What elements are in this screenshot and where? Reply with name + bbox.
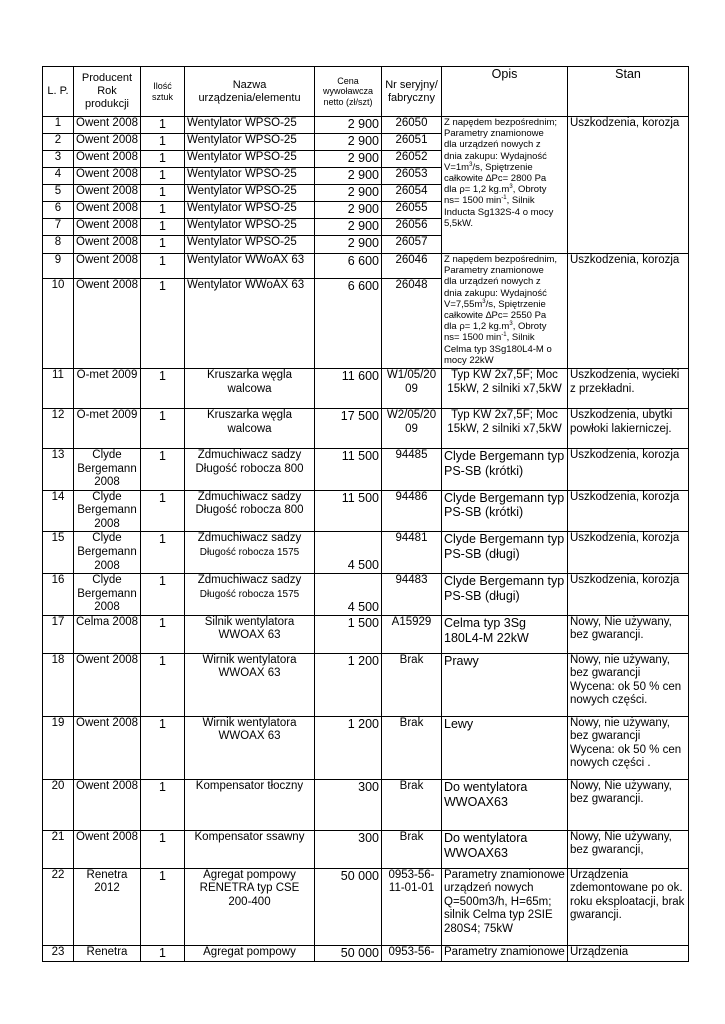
cell-producent: Owent 2008 [74,134,141,151]
opis-line: 5,5kW. [444,217,474,229]
cell-cena: 2 900 [315,236,382,254]
opis-line: Celma typ 3Sg180L4-M o [444,343,552,355]
cell-stan: Uszkodzenia, korozja [568,574,689,616]
cell-lp: 6 [43,202,74,219]
cell-opis-group-a [442,117,568,254]
cell-producent: Clyde Bergemann 2008 [74,532,141,574]
header-row [43,67,689,117]
header-stan: Stan [568,67,689,117]
cell-lp: 13 [43,449,74,491]
cell-cena: 1 200 [315,653,382,716]
cell-opis-group-b [442,254,568,369]
nazwa-line: Zdmuchiwacz sadzy [197,449,302,461]
cell-ilosc: 1 [141,279,185,369]
cell-opis: Typ KW 2x7,5F; Moc 15kW, 2 silniki x7,5kW [442,369,568,409]
cell-opis: Parametry znamionowe urządzeń nowych Q=500m3/h, H=65m; silnik Celma typ 2SIE 280S4; 75kW [442,868,568,945]
header-nazwa: Nazwa urządzenia/elementu [185,67,315,117]
opis-line: , Silnik [506,332,535,344]
cell-nr: 26051 [382,134,442,151]
cell-producent: Celma 2008 [74,615,141,653]
nazwa-detail: Długość robocza 800 [195,462,304,475]
cell-producent: O-met 2009 [74,409,141,449]
opis-line: dnia zakupu: Wydajność [444,287,547,299]
cell-lp: 14 [43,490,74,532]
cell-cena: 2 900 [315,168,382,185]
opis-line: Inducta Sg132S-4 o mocy [444,206,554,218]
cell-ilosc: 1 [141,615,185,653]
cell-nr: Brak [382,653,442,716]
cell-lp: 10 [43,279,74,369]
nazwa-detail: Długość robocza 1575 [199,588,300,600]
opis-line: , Obroty [512,184,547,196]
table-row [43,779,689,830]
cell-nazwa: Kompensator tłoczny [185,779,315,830]
cell-lp: 9 [43,254,74,279]
cell-cena: 6 600 [315,254,382,279]
cell-cena: 50 000 [315,868,382,945]
cell-opis: Prawy [442,653,568,716]
cell-nazwa: Wentylator WPSO-25 [185,219,315,236]
opis-line: V=7,55m [444,298,483,310]
header-lp: L. P. [43,67,74,117]
cell-ilosc: 1 [141,134,185,151]
opis-line: dla urządzeń nowych z [444,276,541,288]
opis-sup: 3 [482,298,486,305]
table-row [43,653,689,716]
cell-lp: 19 [43,716,74,779]
cell-ilosc: 1 [141,409,185,449]
cell-opis: Lewy [442,716,568,779]
cell-nr: 26046 [382,254,442,279]
cell-nazwa: Wentylator WPSO-25 [185,117,315,134]
opis-line: całkowite ∆Pc= 2800 Pa [444,173,547,185]
opis-line: ns= 1500 min [444,332,502,344]
opis-line: dnia zakupu: Wydajność [444,150,547,162]
opis-line: ns= 1500 min [444,195,502,207]
equipment-table [42,66,689,962]
cell-lp: 2 [43,134,74,151]
cell-nr: 26053 [382,168,442,185]
cell-ilosc: 1 [141,117,185,134]
cell-ilosc: 1 [141,574,185,616]
cell-nr: 94486 [382,490,442,532]
opis-line: mocy 22kW [444,354,494,366]
cell-nazwa: Wirnik wentylatora WWOAX 63 [185,716,315,779]
cell-opis: Do wentylatora WWOAX63 [442,779,568,830]
cell-ilosc: 1 [141,254,185,279]
cell-cena: 50 000 [315,945,382,961]
cell-lp: 5 [43,185,74,202]
cell-nr: Brak [382,716,442,779]
nazwa-line: Zdmuchiwacz sadzy [197,574,302,587]
cell-stan-group-a: Uszkodzenia, korozja [568,117,689,254]
cell-lp: 1 [43,117,74,134]
cell-producent: Owent 2008 [74,219,141,236]
cell-producent: Renetra [74,945,141,961]
nazwa-line: Zdmuchiwacz sadzy [197,490,302,503]
cell-producent: Owent 2008 [74,185,141,202]
cell-nr: Brak [382,779,442,830]
cell-ilosc: 1 [141,779,185,830]
opis-line: /s, Spiętrzenie [485,298,546,310]
cell-stan: Nowy, nie używany, bez gwarancji Wycena: ok 50 % cen nowych części. [568,653,689,716]
cell-producent: Owent 2008 [74,653,141,716]
cell-lp: 3 [43,151,74,168]
cell-cena: 4 500 [315,532,382,574]
cell-cena: 300 [315,779,382,830]
cell-nazwa [185,490,315,532]
cell-producent: Owent 2008 [74,254,141,279]
cell-opis: Clyde Bergemann typ PS-SB (długi) [442,532,568,574]
cell-stan: Uszkodzenia, wycieki z przekładni. [568,369,689,409]
cell-ilosc: 1 [141,185,185,202]
cell-nr: 94485 [382,449,442,491]
cell-cena: 11 500 [315,490,382,532]
cell-nazwa: Kruszarka węgla walcowa [185,409,315,449]
opis-sup: 3 [509,184,513,191]
cell-stan: Nowy, nie używany, bez gwarancji Wycena: ok 50 % cen nowych części . [568,716,689,779]
cell-nazwa: Wentylator WPSO-25 [185,185,315,202]
cell-ilosc: 1 [141,868,185,945]
opis-line: Z napędem bezpośrednim; [444,117,558,128]
cell-stan: Uszkodzenia, korozja [568,449,689,491]
cell-nr: 94481 [382,532,442,574]
opis-line: całkowite ∆Pc= 2550 Pa [444,310,547,322]
opis-line: Parametry znamionowe [444,265,544,277]
cell-nazwa: Silnik wentylatora WWOAX 63 [185,615,315,653]
opis-sup: -1 [501,332,507,339]
cell-nazwa: Agregat pompowy RENETRA typ CSE 200-400 [185,868,315,945]
cell-producent: Owent 2008 [74,202,141,219]
opis-line: dla ρ= 1,2 kg.m [444,321,510,333]
cell-nr: 26048 [382,279,442,369]
cell-cena: 2 900 [315,151,382,168]
cell-cena: 11 500 [315,449,382,491]
cell-lp: 17 [43,615,74,653]
cell-producent: Owent 2008 [74,117,141,134]
table-row [43,369,689,409]
cell-lp: 15 [43,532,74,574]
cell-cena: 1 500 [315,615,382,653]
cell-opis: Celma typ 3Sg 180L4-M 22kW [442,615,568,653]
cell-stan: Uszkodzenia, korozja [568,532,689,574]
cell-opis: Clyde Bergemann typ PS-SB (krótki) [442,449,568,491]
opis-line: Z napędem bezpośrednim, [444,254,558,265]
opis-sup: -1 [501,195,507,202]
cell-producent: Owent 2008 [74,716,141,779]
opis-line: dla ρ= 1,2 kg.m [444,184,510,196]
table-row [43,409,689,449]
cell-nazwa: Wentylator WPSO-25 [185,134,315,151]
cell-lp: 11 [43,369,74,409]
cell-cena: 2 900 [315,219,382,236]
table-row [43,716,689,779]
cell-nr: 26056 [382,219,442,236]
cell-cena: 6 600 [315,279,382,369]
cell-ilosc: 1 [141,219,185,236]
cell-stan-group-b: Uszkodzenia, korozja [568,254,689,369]
cell-stan: Nowy, Nie używany, bez gwarancji, [568,830,689,868]
cell-nazwa: Wentylator WWoAX 63 [185,254,315,279]
cell-opis: Clyde Bergemann typ PS-SB (długi) [442,574,568,616]
cell-nr: 0953-56- 11-01-01 [382,868,442,945]
opis-sup: 3 [469,161,473,168]
cell-producent: Clyde Bergemann 2008 [74,490,141,532]
table-row [43,449,689,491]
cell-opis: Do wentylatora WWOAX63 [442,830,568,868]
cell-ilosc: 1 [141,151,185,168]
cell-lp: 21 [43,830,74,868]
cell-opis: Clyde Bergemann typ PS-SB (krótki) [442,490,568,532]
nazwa-detail: Długość robocza 800 [195,504,304,517]
nazwa-line: Zdmuchiwacz sadzy [197,532,302,545]
cell-producent: O-met 2009 [74,369,141,409]
table-row [43,490,689,532]
cell-nr: W2/05/20 09 [382,409,442,449]
cell-lp: 16 [43,574,74,616]
cell-nazwa: Wentylator WWoAX 63 [185,279,315,369]
header-cena: Cena wywoławcza netto (zł/szt) [315,67,382,117]
cell-cena: 2 900 [315,117,382,134]
table-row [43,117,689,134]
cell-nr: A15929 [382,615,442,653]
cell-lp: 12 [43,409,74,449]
cell-nr: 0953-56- [382,945,442,961]
cell-producent: Owent 2008 [74,168,141,185]
cell-producent: Owent 2008 [74,279,141,369]
cell-producent: Renetra 2012 [74,868,141,945]
cell-producent: Owent 2008 [74,151,141,168]
cell-ilosc: 1 [141,830,185,868]
table-row [43,574,689,616]
cell-nr: Brak [382,830,442,868]
cell-nazwa: Kruszarka węgla walcowa [185,369,315,409]
header-nr: Nr seryjny/ fabryczny [382,67,442,117]
opis-line: dla urządzeń nowych z [444,139,541,151]
opis-line: /s, Spiętrzenie [472,161,533,173]
cell-nazwa: Agregat pompowy [185,945,315,961]
cell-nazwa [185,449,315,491]
table-row [43,254,689,279]
cell-cena: 4 500 [315,574,382,616]
cell-ilosc: 1 [141,490,185,532]
cell-nazwa: Wirnik wentylatora WWOAX 63 [185,653,315,716]
cell-lp: 7 [43,219,74,236]
header-opis: Opis [442,67,568,117]
cell-ilosc: 1 [141,236,185,254]
cell-ilosc: 1 [141,202,185,219]
cell-producent: Clyde Bergemann 2008 [74,449,141,491]
cell-nr: 26050 [382,117,442,134]
cell-ilosc: 1 [141,716,185,779]
cell-cena: 17 500 [315,409,382,449]
cell-ilosc: 1 [141,653,185,716]
cell-stan: Urządzenia [568,945,689,961]
cell-nazwa [185,574,315,616]
cell-nazwa: Wentylator WPSO-25 [185,236,315,254]
cell-producent: Clyde Bergemann 2008 [74,574,141,616]
cell-nazwa: Kompensator ssawny [185,830,315,868]
cell-nazwa: Wentylator WPSO-25 [185,168,315,185]
cell-ilosc: 1 [141,369,185,409]
cell-stan: Uszkodzenia, ubytki powłoki lakierniczej. [568,409,689,449]
cell-ilosc: 1 [141,532,185,574]
cell-producent: Owent 2008 [74,779,141,830]
cell-opis: Typ KW 2x7,5F; Moc 15kW, 2 silniki x7,5kW [442,409,568,449]
cell-cena: 2 900 [315,202,382,219]
cell-producent: Owent 2008 [74,236,141,254]
header-producent: Producent Rok produkcji [74,67,141,117]
cell-nazwa: Wentylator WPSO-25 [185,151,315,168]
cell-nazwa [185,532,315,574]
cell-cena: 2 900 [315,185,382,202]
cell-producent: Owent 2008 [74,830,141,868]
cell-stan: Urządzenia zdemontowane po ok. roku eksploatacji, brak gwarancji. [568,868,689,945]
cell-nazwa: Wentylator WPSO-25 [185,202,315,219]
cell-opis: Parametry znamionowe [442,945,568,961]
cell-lp: 18 [43,653,74,716]
cell-cena: 2 900 [315,134,382,151]
nazwa-detail: Długość robocza 1575 [199,546,300,558]
table-row [43,830,689,868]
cell-lp: 4 [43,168,74,185]
cell-nr: 94483 [382,574,442,616]
cell-ilosc: 1 [141,168,185,185]
opis-line: Parametry znamionowe [444,128,544,140]
opis-line: V=1m [444,161,470,173]
cell-lp: 20 [43,779,74,830]
header-ilosc: Ilość sztuk [141,67,185,117]
cell-nr: W1/05/20 09 [382,369,442,409]
cell-stan: Nowy, Nie używany, bez gwarancji. [568,615,689,653]
cell-nr: 26055 [382,202,442,219]
opis-sup: 3 [509,321,513,328]
cell-nr: 26052 [382,151,442,168]
cell-nr: 26057 [382,236,442,254]
cell-lp: 22 [43,868,74,945]
table-row [43,945,689,961]
cell-cena: 1 200 [315,716,382,779]
opis-line: , Silnik [506,195,535,207]
cell-ilosc: 1 [141,945,185,961]
table-row [43,868,689,945]
cell-cena: 11 600 [315,369,382,409]
cell-stan: Nowy, Nie używany, bez gwarancji. [568,779,689,830]
cell-ilosc: 1 [141,449,185,491]
cell-cena: 300 [315,830,382,868]
table-row [43,615,689,653]
cell-nr: 26054 [382,185,442,202]
cell-lp: 23 [43,945,74,961]
table-row [43,532,689,574]
cell-stan: Uszkodzenia, korozja [568,490,689,532]
cell-lp: 8 [43,236,74,254]
opis-line: , Obroty [512,321,547,333]
